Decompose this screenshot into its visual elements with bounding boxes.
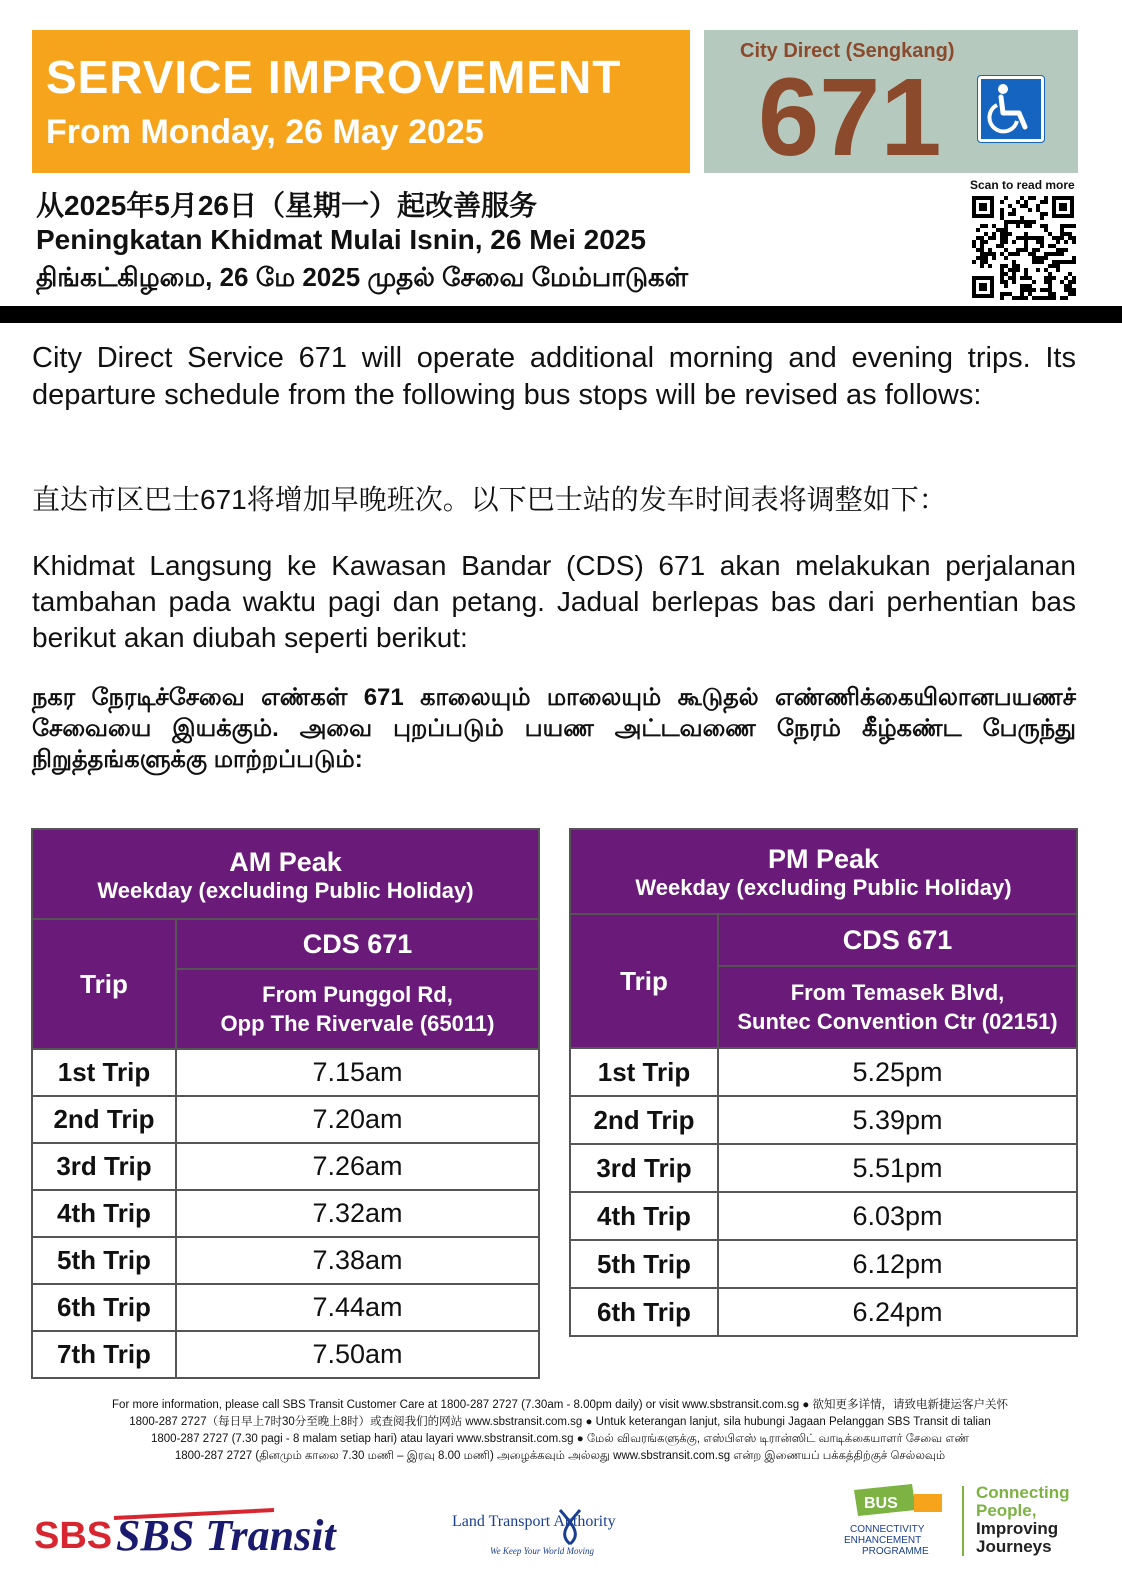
footer-contact-info <box>60 1397 1060 1465</box>
subtitle-chinese: 从2025年5月26日（星期一）起改善服务 <box>36 190 538 221</box>
am-origin-line2: Opp The Rivervale (65011) <box>220 1011 495 1036</box>
qr-label: Scan to read more <box>970 178 1075 192</box>
lta-logo <box>452 1504 662 1565</box>
am-peak-header <box>32 829 539 919</box>
pm-peak-subtitle: Weekday (excluding Public Holiday) <box>635 875 1012 900</box>
trip-label: 4th Trip <box>570 1192 718 1240</box>
am-peak-title: AM Peak <box>229 846 342 877</box>
am-peak-table <box>31 828 540 1379</box>
svg-text:Land Transport Authority: Land Transport Authority <box>452 1513 616 1530</box>
logo-divider <box>962 1486 964 1556</box>
trip-label: 3rd Trip <box>570 1144 718 1192</box>
svg-text:ENHANCEMENT: ENHANCEMENT <box>844 1535 922 1546</box>
pm-origin-stop <box>718 966 1077 1048</box>
departure-time: 6.03pm <box>718 1192 1077 1240</box>
qr-code-icon[interactable] <box>970 194 1076 300</box>
trip-label: 6th Trip <box>570 1288 718 1336</box>
departure-time: 7.44am <box>176 1284 539 1331</box>
departure-time: 7.26am <box>176 1143 539 1190</box>
footer-line: 1800-287 2727（每日早上7时30分至晚上8时）或查阅我们的网站 www.sbstransit.com.sg ● Untuk keterangan lanjut, sila hubungi Jagaan Pelanggan SBS Transit di talian <box>129 1416 991 1428</box>
am-trip-header: Trip <box>32 919 176 1049</box>
footer-line: For more information, please call SBS Transit Customer Care at 1800-287 2727 (7.30am - 8.00pm daily) or visit www.sbstransit.com.sg ● 欲知更多详情，请致电新捷运客户关怀 <box>112 1399 1008 1411</box>
tagline <box>976 1484 1070 1556</box>
service-badge <box>704 30 1078 179</box>
service-number: 671 <box>758 56 942 179</box>
departure-time: 6.24pm <box>718 1288 1077 1336</box>
pm-service-header: CDS 671 <box>718 914 1077 966</box>
page-title: SERVICE IMPROVEMENT <box>46 51 622 103</box>
departure-time: 7.38am <box>176 1237 539 1284</box>
body-malay: Khidmat Langsung ke Kawasan Bandar (CDS) 671 akan melakukan perjalanan tambahan pada waktu pagi dan petang. Jadual berlepas bas dari perhentian bas berikut akan diubah seperti berikut: <box>32 550 1076 653</box>
trip-label: 4th Trip <box>32 1190 176 1237</box>
tagline-line: Journeys <box>976 1537 1052 1556</box>
departure-time: 7.20am <box>176 1096 539 1143</box>
footer-line: 1800-287 2727 (7.30 pagi - 8 malam setiap hari) atau layari www.sbstransit.com.sg ● மேல் விவரங்களுக்கு, எஸ்பிஎஸ் டிரான்ஸிட் வாடிக்கையாளர் சேவை எண் <box>151 1433 969 1445</box>
svg-text:BUS: BUS <box>864 1495 898 1512</box>
departure-time: 5.51pm <box>718 1144 1077 1192</box>
departure-time: 5.25pm <box>718 1048 1077 1096</box>
footer-line: 1800-287 2727 (தினமும் காலை 7.30 மணி – இரவு 8.00 மணி) அழைக்கவும் அல்லது www.sbstransit.com.sg என்ற இணையப் பக்கத்திற்குச் செல்லவும் <box>174 1450 946 1462</box>
am-origin-stop <box>176 969 539 1049</box>
pm-origin-line1: From Temasek Blvd, <box>790 980 1005 1005</box>
trip-label: 7th Trip <box>32 1331 176 1378</box>
departure-time: 7.32am <box>176 1190 539 1237</box>
trip-label: 2nd Trip <box>32 1096 176 1143</box>
subtitle-malay: Peningkatan Khidmat Mulai Isnin, 26 Mei 2025 <box>36 224 646 255</box>
pm-peak-table <box>569 828 1078 1337</box>
trip-label: 2nd Trip <box>570 1096 718 1144</box>
trip-label: 3rd Trip <box>32 1143 176 1190</box>
departure-time: 7.50am <box>176 1331 539 1378</box>
tagline-line: Connecting <box>976 1483 1070 1502</box>
bus-connectivity-logo <box>842 1480 952 1565</box>
service-name: City Direct (Sengkang) <box>740 40 955 62</box>
sbs-transit-logo <box>34 1506 336 1567</box>
am-peak-subtitle: Weekday (excluding Public Holiday) <box>97 877 474 903</box>
wheelchair-icon <box>978 76 1044 142</box>
body-english: City Direct Service 671 will operate additional morning and evening trips. Its departure schedule from the following bus stops will be revised as follows: <box>32 342 1076 411</box>
am-origin-line1: From Punggol Rd, <box>262 982 453 1007</box>
pm-peak-title: PM Peak <box>767 844 880 874</box>
svg-text:SBS: SBS <box>34 1515 113 1557</box>
trip-label: 6th Trip <box>32 1284 176 1331</box>
trip-label: 1st Trip <box>32 1049 176 1096</box>
divider-bar <box>0 306 1122 323</box>
svg-text:SBS Transit: SBS Transit <box>116 1511 336 1560</box>
svg-text:PROGRAMME: PROGRAMME <box>862 1546 929 1557</box>
body-tamil: நகர நேரடிச்சேவை எண்கள் 671 காலையும் மாலையும் கூடுதல் எண்ணிக்கையிலானபயணச் சேவையை இயக்கும். அவை புறப்படும் பயண அட்டவணை நேரம் கீழ்கண்ட பேருந்து நிறுத்தங்களுக்கு மாற்றப்படும்: <box>32 684 1076 773</box>
am-service-header: CDS 671 <box>176 919 539 969</box>
departure-time: 6.12pm <box>718 1240 1077 1288</box>
trip-label: 5th Trip <box>32 1237 176 1284</box>
subtitle-tamil: திங்கட்கிழமை, 26 மே 2025 முதல் சேவை மேம்பாடுகள் <box>36 262 689 292</box>
tagline-line: People, <box>976 1501 1037 1520</box>
body-chinese: 直达市区巴士671将增加早晚班次。以下巴士站的发车时间表将调整如下： <box>32 484 947 515</box>
tagline-line: Improving <box>976 1519 1059 1538</box>
departure-time: 5.39pm <box>718 1096 1077 1144</box>
departure-time: 7.15am <box>176 1049 539 1096</box>
title-banner <box>32 30 690 173</box>
pm-peak-header <box>570 829 1077 914</box>
pm-trip-header: Trip <box>570 914 718 1048</box>
trip-label: 5th Trip <box>570 1240 718 1288</box>
effective-date: From Monday, 26 May 2025 <box>46 113 484 151</box>
svg-text:We Keep Your World Moving: We Keep Your World Moving <box>490 1546 595 1556</box>
trip-label: 1st Trip <box>570 1048 718 1096</box>
pm-origin-line2: Suntec Convention Ctr (02151) <box>737 1009 1058 1034</box>
svg-text:CONNECTIVITY: CONNECTIVITY <box>850 1524 925 1535</box>
